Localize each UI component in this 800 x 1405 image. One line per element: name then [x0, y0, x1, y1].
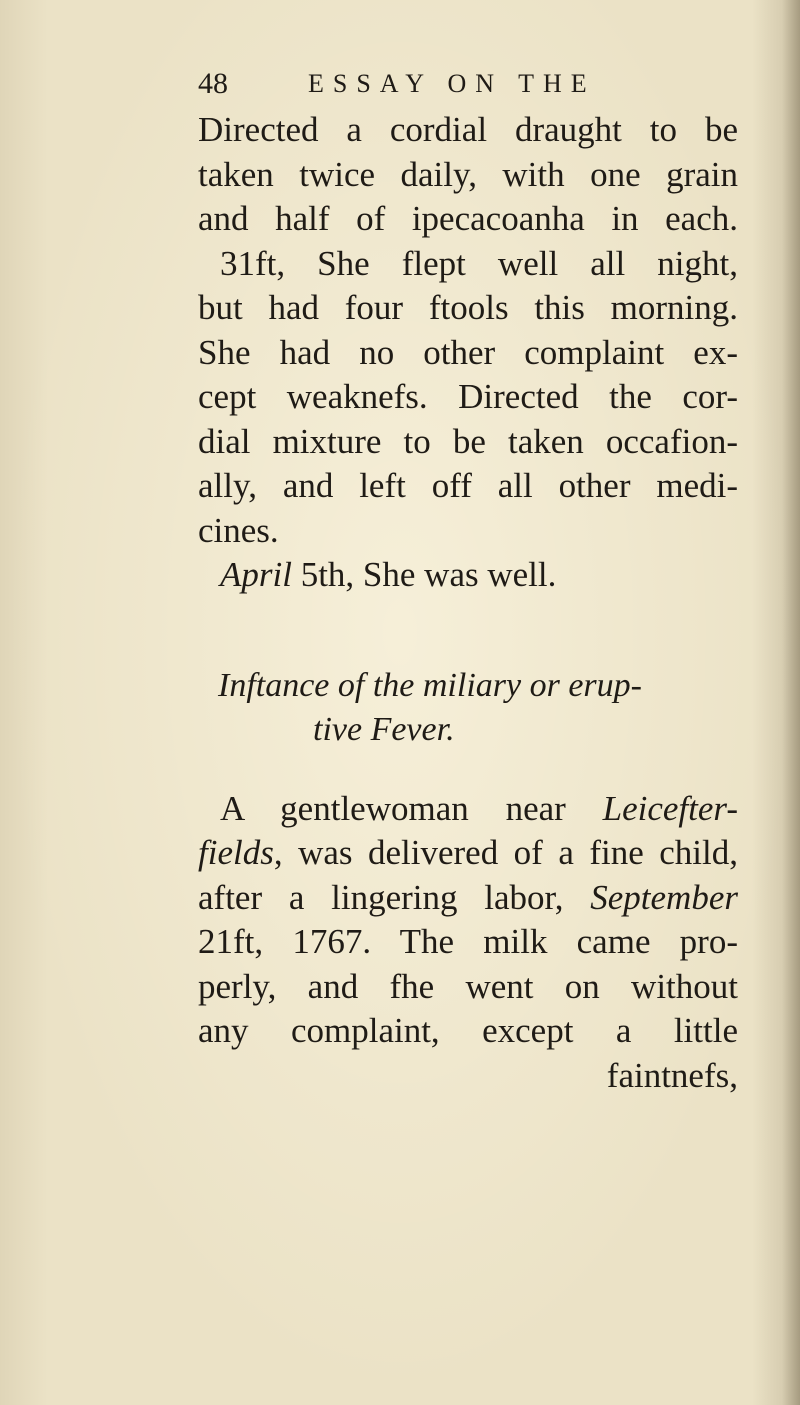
text-line: ally, and left off all other medi-	[198, 466, 738, 505]
catchword: faintnefs,	[606, 1055, 738, 1095]
text-line: 31ft, She flept well all night,	[220, 243, 738, 283]
section-heading-line2: tive Fever.	[313, 711, 455, 748]
text-line: She had no other complaint ex-	[198, 332, 738, 372]
section-gap	[198, 598, 738, 664]
april-entry	[198, 553, 738, 598]
text-line: taken twice daily, with one grain	[198, 154, 738, 194]
text-line: 21ft, 1767. The milk came pro-	[198, 922, 738, 961]
running-title: ESSAY ON THE	[308, 69, 596, 98]
text-line: but had four ftools this morning.	[198, 288, 738, 327]
running-head	[198, 64, 718, 104]
text-line: fields, was delivered of a fine child,	[198, 833, 738, 872]
place-name: Leicefter-	[602, 788, 738, 828]
page-number: 48	[198, 67, 228, 100]
month-name: September	[590, 877, 738, 917]
text-line: A gentlewoman near Leicefter-	[220, 788, 738, 828]
text-line: Directed a cordial draught to be	[198, 110, 738, 149]
text-line: perly, and fhe went on without	[198, 966, 738, 1006]
text-line: dial mixture to be taken occafion-	[198, 421, 738, 461]
text-line: and half of ipecacoanha in each.	[198, 199, 738, 238]
text-line: after a lingering labor, September	[198, 877, 738, 917]
place-name: fields	[198, 833, 274, 872]
page-edge-shadow	[782, 0, 800, 1405]
text-line: cept weaknefs. Directed the cor-	[198, 377, 738, 416]
text-line: cines.	[198, 510, 279, 550]
section-heading-line1: Inftance of the miliary or erup-	[218, 666, 642, 704]
april-rest: 5th, She was well.	[291, 555, 557, 594]
april-month: April	[220, 555, 292, 594]
section-gap	[198, 753, 738, 787]
text-line: any complaint, except a little	[198, 1011, 738, 1050]
body-text	[198, 108, 738, 1098]
